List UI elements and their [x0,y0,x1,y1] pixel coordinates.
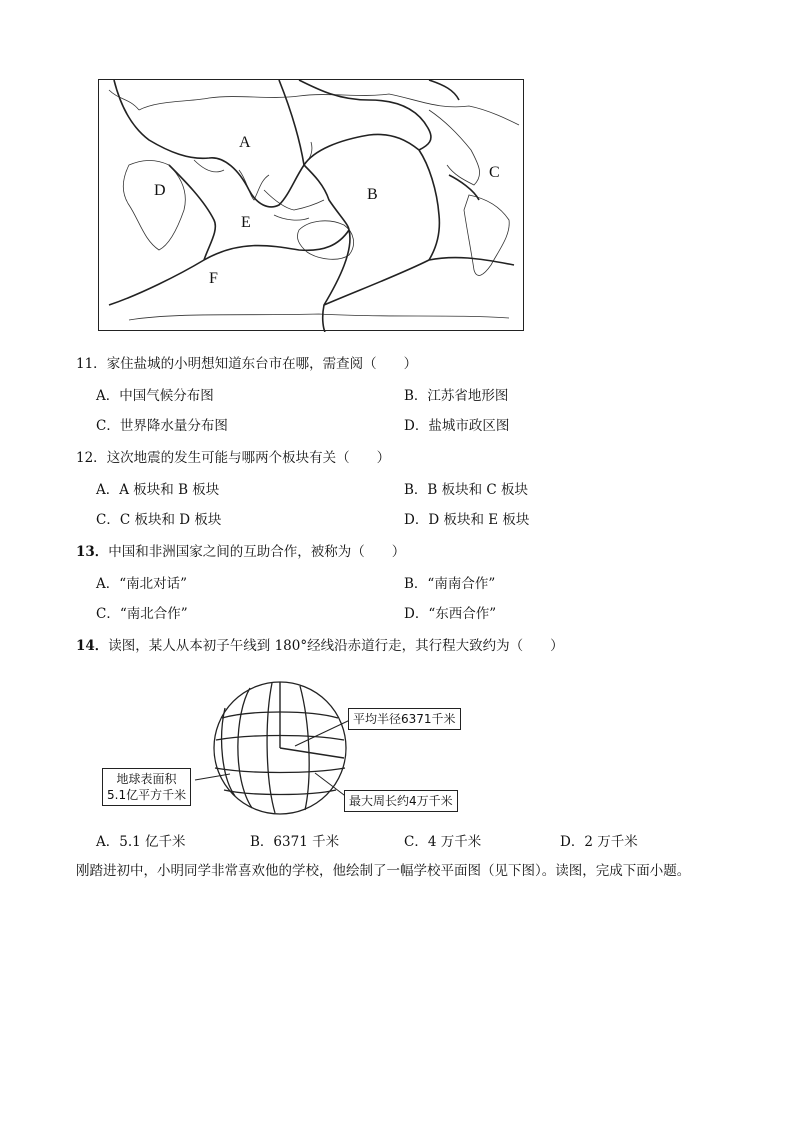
question-12 [76,446,390,466]
pointer-area [195,774,230,780]
plate-label-d: D [154,182,166,199]
boundary-pacific-west [304,165,350,332]
boundary-pacific-south [324,258,514,305]
callout-area [102,768,191,806]
meridian-1 [238,688,252,808]
question-text: 中国和非洲国家之间的互助合作，被称为（ ） [108,544,406,560]
pointer-radius [295,720,350,746]
question-number: 11． [76,356,107,372]
boundary-antarctic-north [109,230,349,305]
plate-label-c: C [489,164,500,181]
se-asia-coast [264,190,324,220]
q14-option-d[interactable]: D．2 万千米 [560,834,638,850]
parallel-4 [224,790,336,795]
q11-option-a[interactable]: A．中国气候分布图 [96,388,214,404]
q14-option-a[interactable]: A．5.1 亿千米 [96,834,186,850]
meridian-2 [267,683,275,813]
north-america-coast [429,110,480,185]
japan-coast [304,142,312,165]
boundary-north-american-north [429,80,459,100]
eurasia-coast [139,94,519,125]
callout-area-line2: 5.1亿平方千米 [107,788,187,802]
question-text: 家住盐城的小明想知道东台市在哪，需查阅（ ） [106,356,418,372]
boundary-eurasian-pacific-north [279,80,304,165]
australia-coast [297,221,353,259]
question-text: 读图，某人从本初子午线到 180°经线沿赤道行走，其行程大致约为（ ） [108,638,564,654]
globe-figure [100,668,480,828]
plate-label-f: F [209,270,218,287]
question-13 [76,540,405,560]
globe-radius-lines [280,682,344,758]
callout-circumference: 最大周长约4万千米 [344,790,458,812]
q12-option-b[interactable]: B．B 板块和 C 板块 [404,482,529,498]
question-number: 13． [76,544,109,560]
q12-option-a[interactable]: A．A 板块和 B 板块 [96,482,220,498]
plate-label-e: E [241,214,251,231]
q14-option-c[interactable]: C．4 万千米 [404,834,482,850]
q13-option-d[interactable]: D．“东西合作” [404,606,497,622]
q11-option-c[interactable]: C．世界降水量分布图 [96,418,228,434]
intro-paragraph: 刚踏进初中，小明同学非常喜欢他的学校，他绘制了一幅学校平面图（见下图）。读图，完成下面小题。 [76,863,691,879]
plate-label-a: A [239,134,251,151]
question-number: 12． [76,450,107,466]
parallel-3-equator [215,768,345,773]
question-text: 这次地震的发生可能与哪两个板块有关（ ） [106,450,391,466]
boundary-north-pacific [299,80,431,150]
callout-area-line1: 地球表面积 [116,772,177,786]
plate-map-svg [99,80,525,332]
q14-option-b[interactable]: B．6371 千米 [250,834,340,850]
africa-coast [123,160,185,250]
q13-option-a[interactable]: A．“南北对话” [96,576,188,592]
antarctica-coast [129,314,509,320]
q13-option-c[interactable]: C．“南北合作” [96,606,188,622]
q12-option-c[interactable]: C．C 板块和 D 板块 [96,512,222,528]
q12-option-d[interactable]: D．D 板块和 E 板块 [404,512,530,528]
q13-option-b[interactable]: B．“南南合作” [404,576,496,592]
meridian-3 [300,686,309,810]
q11-option-b[interactable]: B．江苏省地形图 [404,388,509,404]
question-14 [76,634,564,654]
plate-map-figure [98,79,524,331]
plate-label-b: B [367,186,378,203]
q11-option-d[interactable]: D．盐城市政区图 [404,418,510,434]
question-11 [76,352,417,372]
boundary-pacific-east [419,150,439,260]
question-number: 14． [76,638,109,654]
callout-radius: 平均半径6371千米 [348,708,461,730]
boundary-african-indian [169,165,215,260]
